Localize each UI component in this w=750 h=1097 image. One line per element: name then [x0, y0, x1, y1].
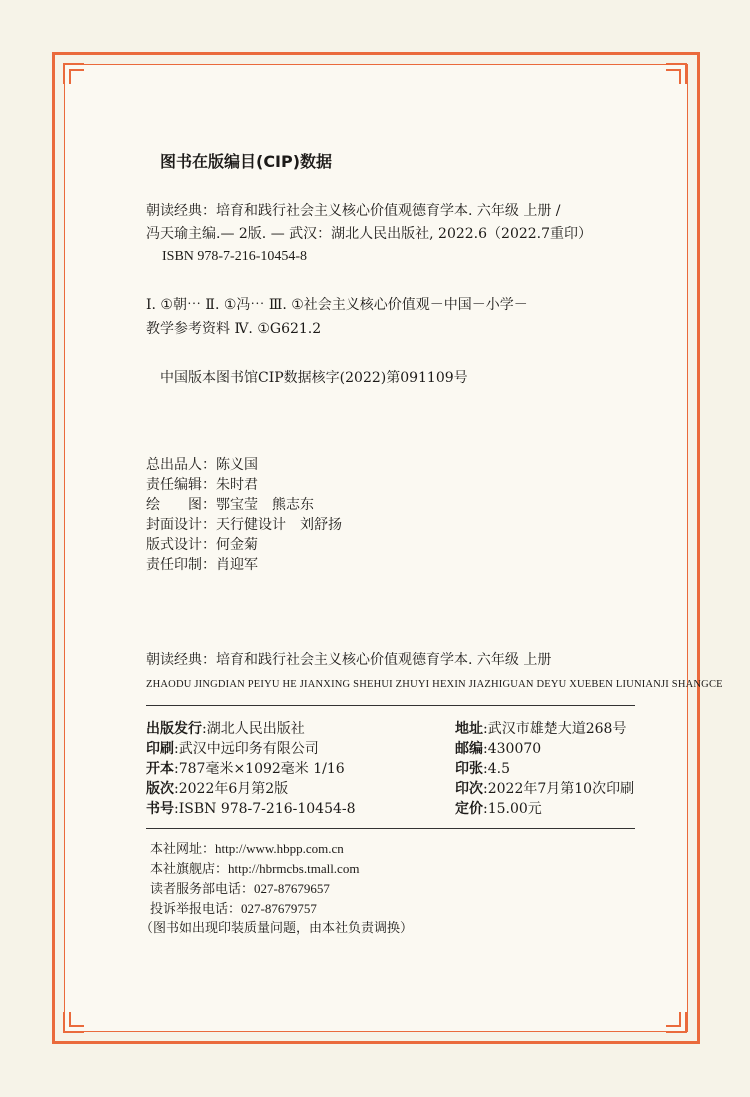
pub-row [146, 720, 305, 738]
cip-isbn: ISBN 978-7-216-10454-8 [162, 249, 308, 264]
credit-label: 总出品人： [146, 457, 216, 473]
cip-core-number: 中国版本图书馆CIP数据核字(2022)第091109号 [160, 370, 468, 386]
contact-row [150, 900, 317, 919]
cip-classification-1: Ⅰ. ①朝⋯ Ⅱ. ①冯⋯ Ⅲ. ①社会主义核心价值观－中国－小学－ [146, 297, 528, 313]
credit-label: 封面设计： [146, 517, 216, 533]
pub-label: 地址 [455, 721, 483, 737]
pub-row [146, 740, 319, 758]
pub-label: 定价 [455, 801, 483, 817]
pub-value: :ISBN 978-7-216-10454-8 [174, 801, 356, 817]
pub-value: :430070 [483, 741, 542, 757]
book-title: 朝读经典：培育和践行社会主义核心价值观德育学本. 六年级 上册 [146, 652, 552, 668]
pub-row [455, 740, 541, 758]
pub-value: :15.00元 [483, 801, 542, 817]
pub-label: 印次 [455, 781, 483, 797]
pub-value: :2022年7月第10次印刷 [483, 781, 635, 797]
contact-row [150, 840, 344, 859]
credit-row [146, 496, 314, 514]
credit-value: 肖迎军 [216, 557, 258, 573]
cip-heading: 图书在版编目(CIP)数据 [160, 152, 333, 171]
pub-row [455, 760, 510, 778]
pub-value: :湖北人民出版社 [202, 721, 305, 737]
credit-value: 陈义国 [216, 457, 258, 473]
contact-row [150, 880, 330, 899]
pub-label: 版次 [146, 781, 174, 797]
credit-value: 天行健设计 刘舒扬 [216, 517, 342, 533]
credit-row [146, 516, 342, 534]
contact-value: 027-87679757 [241, 901, 317, 916]
cip-classification-2: 教学参考资料 Ⅳ. ①G621.2 [146, 321, 322, 337]
contact-label: 读者服务部电话： [150, 882, 255, 897]
pub-row [146, 780, 288, 798]
pub-label: 邮编 [455, 741, 483, 757]
corner-ornament-bottom-left [60, 1010, 86, 1036]
credit-label: 责任编辑： [146, 477, 216, 493]
credit-value: 鄂宝莹 熊志东 [216, 497, 314, 513]
credit-row [146, 456, 258, 474]
credit-label: 版式设计： [146, 537, 216, 553]
contact-label: 本社网址： [150, 842, 216, 857]
divider-line [146, 828, 635, 829]
pub-row [455, 780, 634, 798]
pub-label: 书号 [146, 801, 174, 817]
pub-row [455, 720, 626, 738]
contact-value: http://www.hbpp.com.cn [215, 841, 344, 856]
contact-value: http://hbrmcbs.tmall.com [228, 861, 360, 876]
pub-value: :2022年6月第2版 [174, 781, 289, 797]
credit-value: 朱时君 [216, 477, 258, 493]
quality-notice: （图书如出现印装质量问题，由本社负责调换） [140, 921, 414, 936]
pub-label: 印张 [455, 761, 483, 777]
pub-label: 开本 [146, 761, 174, 777]
pub-row [146, 800, 356, 818]
contact-label: 本社旗舰店： [150, 862, 229, 877]
pub-value: :4.5 [483, 761, 510, 777]
corner-ornament-top-right [664, 60, 690, 86]
contact-value: 027-87679657 [254, 881, 330, 896]
credit-label: 责任印制： [146, 557, 216, 573]
pub-label: 出版发行 [146, 721, 202, 737]
credit-row [146, 476, 258, 494]
corner-ornament-bottom-right [664, 1010, 690, 1036]
credit-row [146, 536, 258, 554]
credit-value: 何金菊 [216, 537, 258, 553]
pub-row [455, 800, 542, 818]
cip-line-2: 冯天瑜主编.— 2版. — 武汉：湖北人民出版社, 2022.6（2022.7重印） [146, 226, 593, 242]
credit-label: 绘 图： [146, 497, 216, 513]
pub-value: :787毫米×1092毫米 1/16 [174, 761, 345, 777]
pub-row [146, 760, 345, 778]
pub-value: :武汉市雄楚大道268号 [483, 721, 627, 737]
pub-value: :武汉中远印务有限公司 [174, 741, 319, 757]
pub-label: 印刷 [146, 741, 174, 757]
corner-ornament-top-left [60, 60, 86, 86]
book-title-pinyin: ZHAODU JINGDIAN PEIYU HE JIANXING SHEHUI ZHUYI HEXIN JIAZHIGUAN DEYU XUEBEN LIUNIANJI SHANGCE [146, 679, 723, 690]
credit-row [146, 556, 258, 574]
cip-line-1: 朝读经典：培育和践行社会主义核心价值观德育学本. 六年级 上册 / [146, 203, 561, 219]
contact-label: 投诉举报电话： [150, 902, 242, 917]
contact-row [150, 860, 359, 879]
divider-line [146, 705, 635, 706]
